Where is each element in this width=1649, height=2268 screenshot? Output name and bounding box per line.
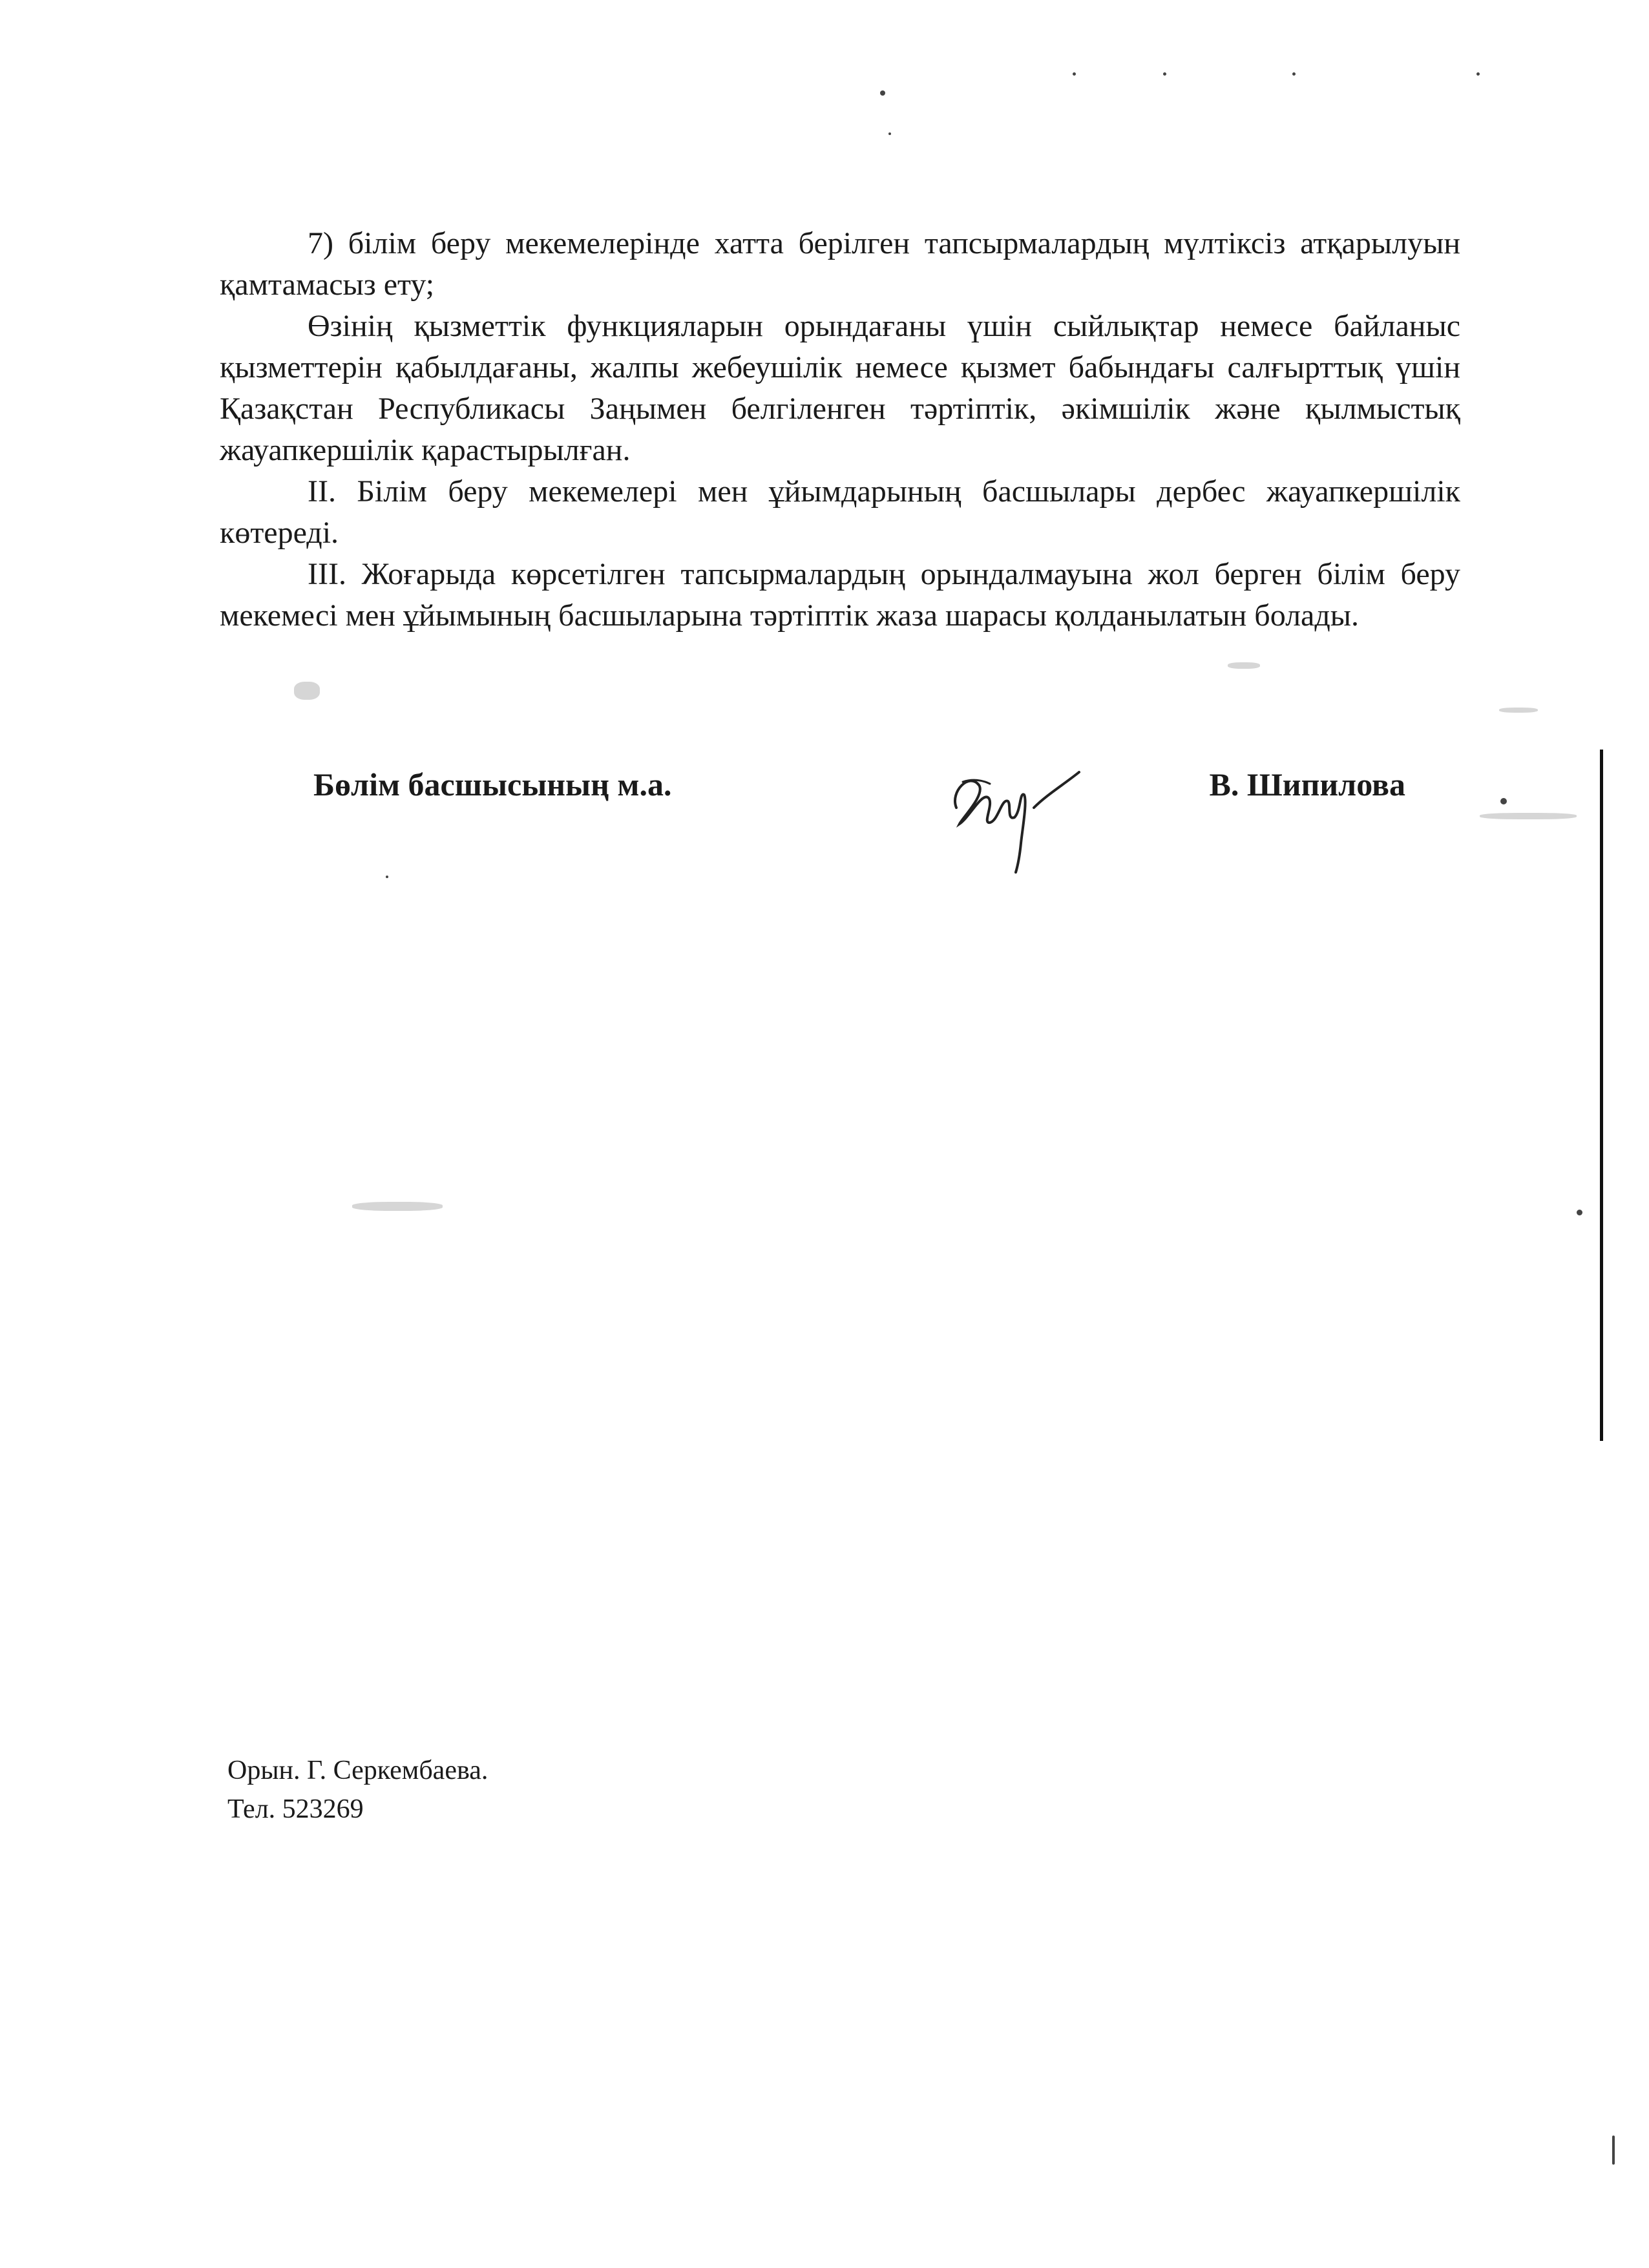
- scan-smudge: [352, 1202, 443, 1211]
- scan-speck: [1163, 72, 1166, 76]
- scan-speck: [386, 876, 388, 878]
- executor-info: [227, 1751, 488, 1829]
- scan-smudge: [1499, 708, 1538, 713]
- scan-edge-line: [1600, 750, 1603, 1441]
- scan-speck: [1476, 72, 1480, 76]
- scan-speck: [1073, 72, 1076, 76]
- scan-speck: [880, 90, 885, 96]
- scan-speck: [1500, 798, 1507, 804]
- signatory-name: В. Шипилова: [1209, 766, 1405, 803]
- signatory-title: Бөлім басшысының м.а.: [313, 766, 672, 803]
- executor-phone: Тел. 523269: [227, 1794, 364, 1824]
- scan-smudge: [294, 682, 320, 700]
- signature-row: [313, 766, 1405, 824]
- letter-body: [220, 223, 1460, 636]
- scan-speck: [888, 132, 891, 135]
- scan-smudge: [1480, 813, 1577, 819]
- paragraph-liability: Өзінің қызметтік функцияларын орындағаны үшін сыйлықтар немесе байланыс қызметтерін қабылдағаны, жалпы жебеушілік немесе қызмет бабындағы салғырттық үшін Қазақстан Республикасы Заңымен белгіленген тәртіптік, әкімшілік және қылмыстық жауапкершілік қарастырылған.: [220, 309, 1460, 467]
- handwritten-signature: [943, 746, 1086, 876]
- scan-speck: [1292, 72, 1296, 76]
- paragraph-section-3: ІІІ. Жоғарыда көрсетілген тапсырмалардың орындалмауына жол берген білім беру мекемесі мен ұйымының басшыларына тәртіптік жаза шарасы қолданылатын болады.: [220, 557, 1460, 633]
- paragraph-item-7: 7) білім беру мекемелерінде хатта берілген тапсырмалардың мүлтіксіз атқарылуын қамтамасыз ету;: [220, 226, 1460, 302]
- scan-speck: [1612, 2136, 1615, 2165]
- executor-name: Орын. Г. Серкембаева.: [227, 1756, 488, 1785]
- scan-smudge: [1228, 662, 1260, 669]
- scan-speck: [1577, 1210, 1582, 1215]
- paragraph-section-2: ІІ. Білім беру мекемелері мен ұйымдарының басшылары дербес жауапкершілік көтереді.: [220, 474, 1460, 550]
